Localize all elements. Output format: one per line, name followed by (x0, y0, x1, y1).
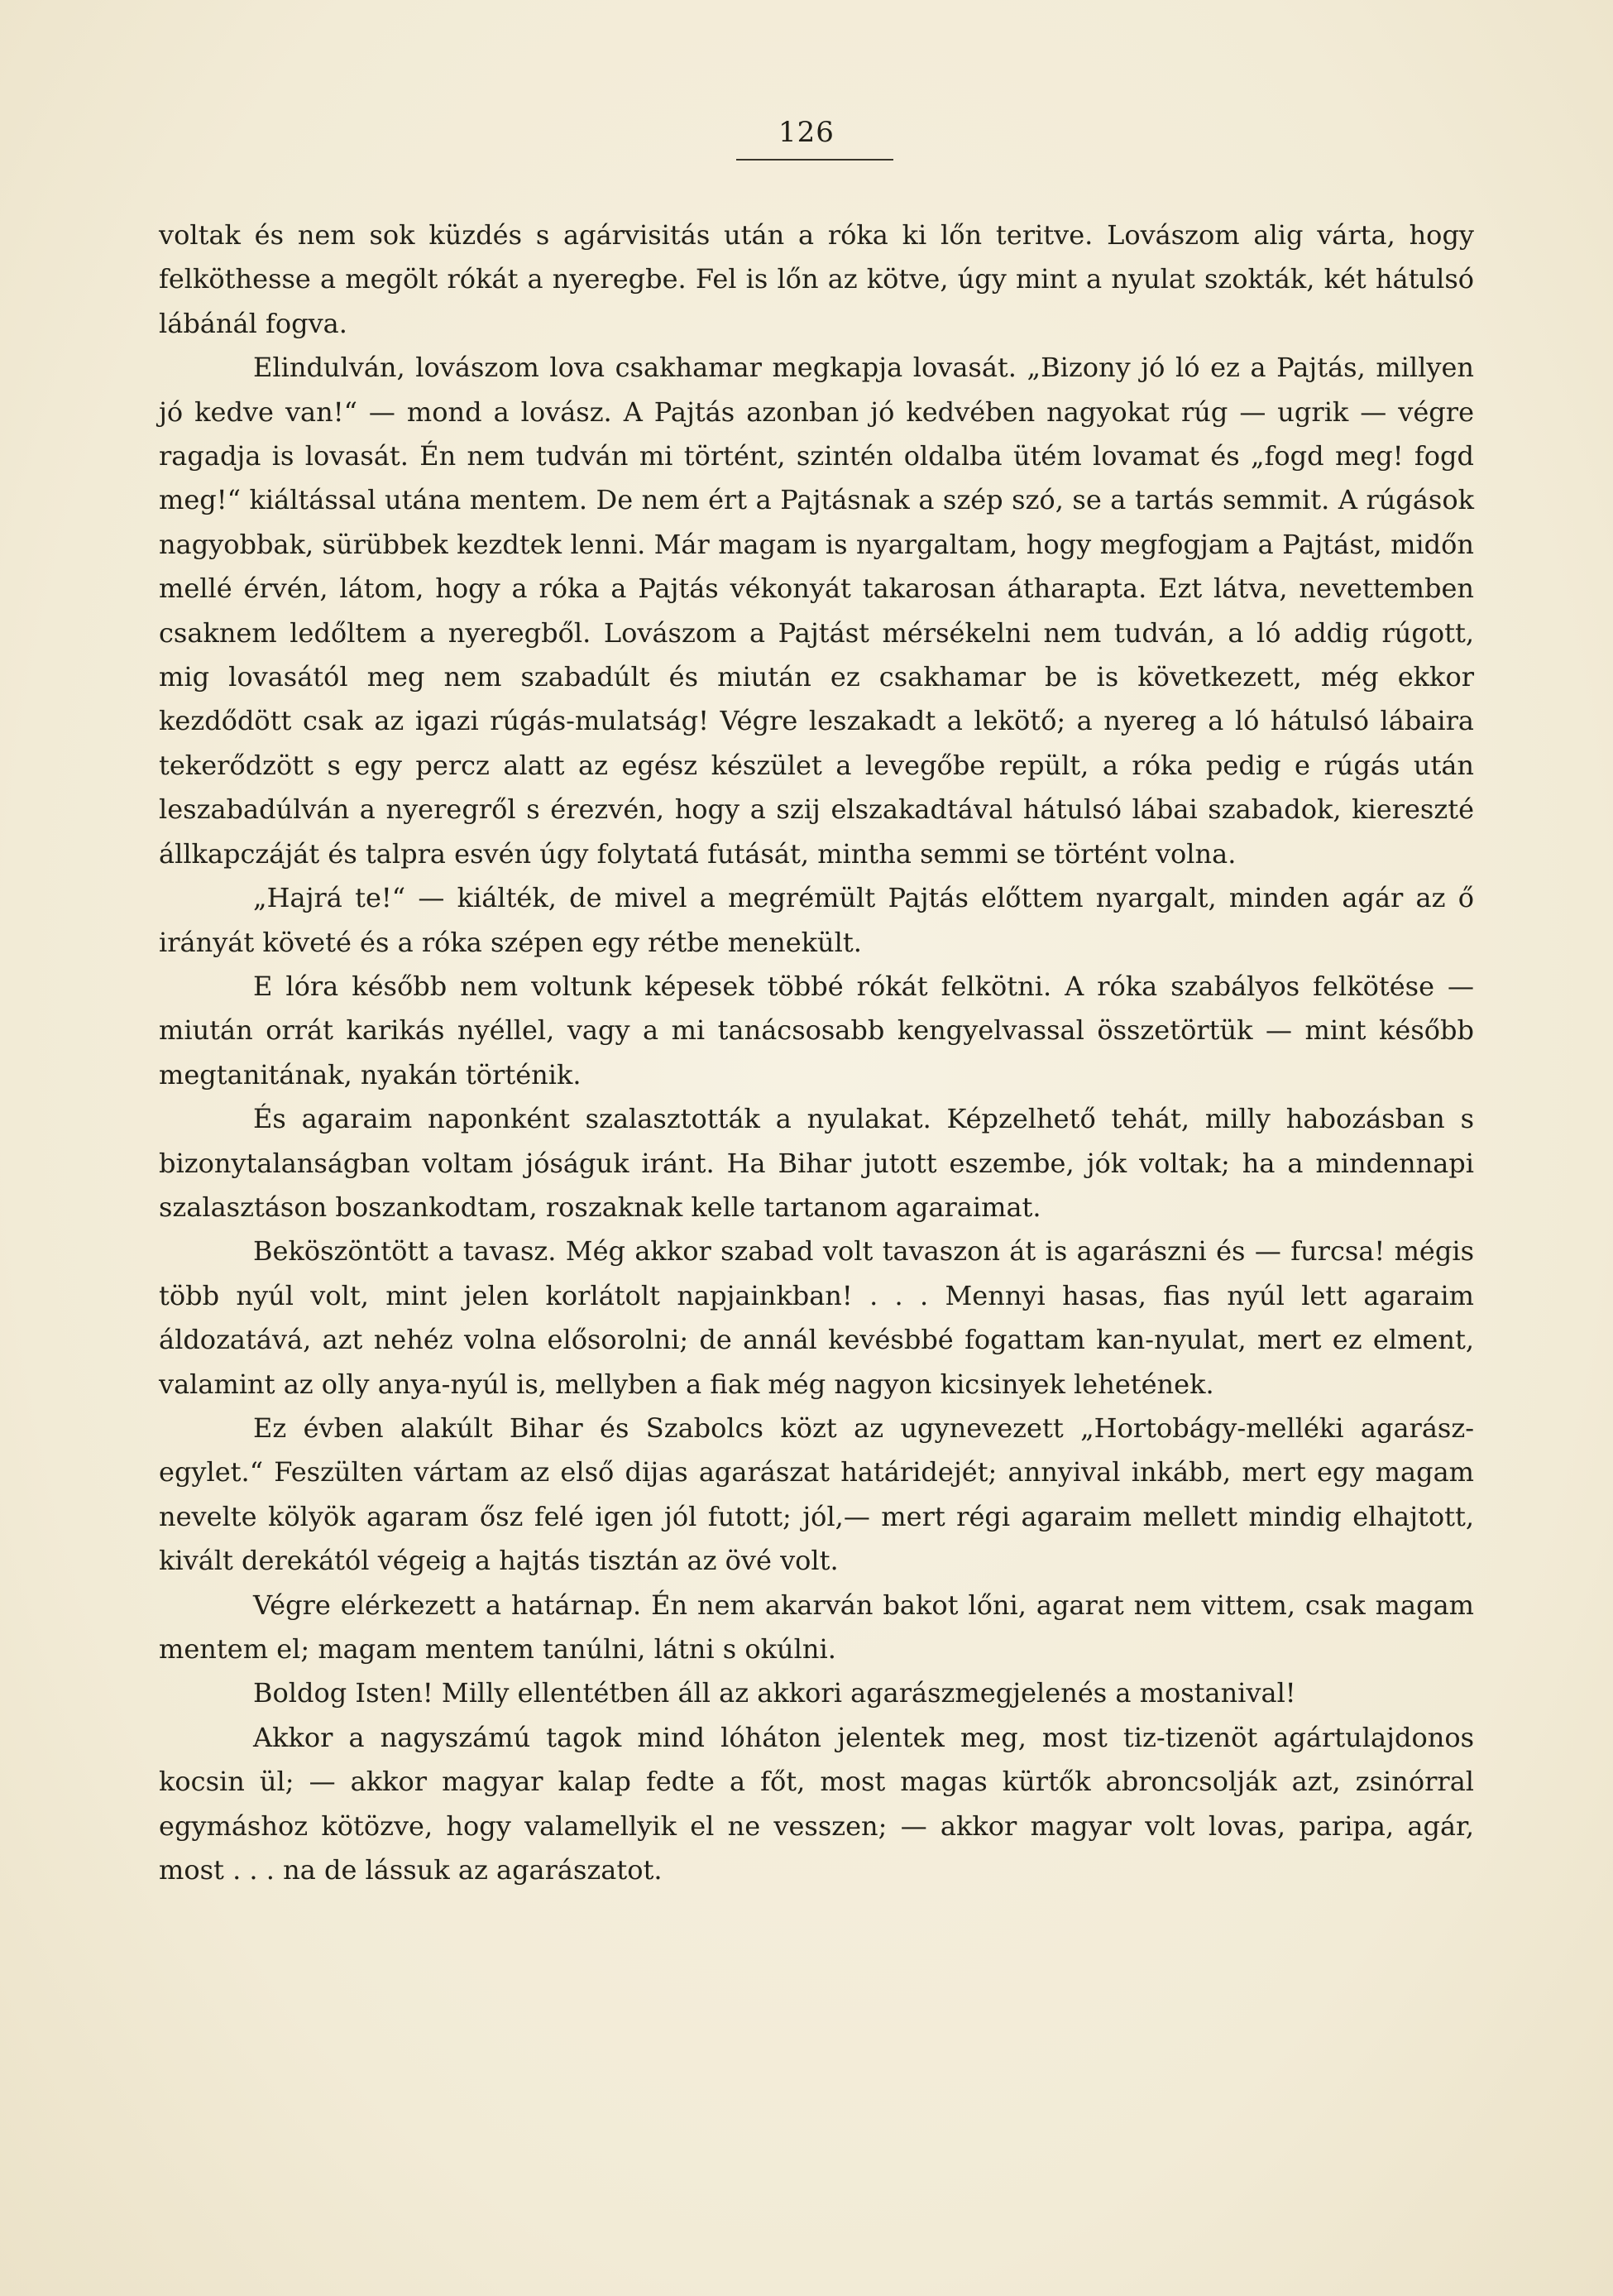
paragraph: voltak és nem sok küzdés s agárvisitás után a róka ki lőn teritve. Lovászom alig várta, hogy felköthesse a megölt rókát a nyeregbe. Fel is lőn az kötve, úgy mint a nyulat szokták, két hátulsó lábánál fogva. (159, 219, 1474, 339)
paragraph: Ez évben alakúlt Bihar és Szabolcs közt az ugynevezett „Hortobágy-melléki agarász-egylet.“ Feszülten vártam az első dijas agarászat határidejét; annyival inkább, mert egy magam nevelte kölyök agaram ősz felé igen jól futott; jól,— mert régi agaraim mellett mindig elhajtott, kivált derekától végeig a hajtás tisztán az övé volt. (159, 1412, 1474, 1577)
paragraph: Elindulván, lovászom lova csakhamar megkapja lovasát. „Bizony jó ló ez a Pajtás, millyen jó kedve van!“ — mond a lovász. A Pajtás azonban jó kedvében nagyokat rúg — ugrik — végre ragadja is lovasát. Én nem tudván mi történt, szintén oldalba ütém lovamat és „fogd meg! fogd meg!“ kiáltással utána mentem. De nem ért a Pajtásnak a szép szó, se a tartás semmit. A rúgások nagyobbak, sürübbek kezdtek lenni. Már magam is nyargaltam, hogy megfogjam a Pajtást, midőn mellé érvén, látom, hogy a róka a Pajtás vékonyát takarosan átharapta. Ezt látva, nevettemben csaknem ledőltem a nyeregből. Lovászom a Pajtást mérsékelni nem tudván, a ló addig rúgott, mig lovasától meg nem szabadúlt és miután ez csakhamar be is következett, még ekkor kezdődött csak az igazi rúgás-mulatság! Végre leszakadt a lekötő; a nyereg a ló hátulsó lábaira tekerődzött s egy percz alatt az egész készület a levegőbe repült, a róka pedig e rúgás után leszabadúlván a nyeregről s érezvén, hogy a szij elszakadtával hátulsó lábai szabadok, kiereszté állkapczáját és talpra esvén úgy folytatá futását, mintha semmi se történt volna. (159, 352, 1474, 870)
body-text (159, 213, 1474, 1892)
paragraph: Boldog Isten! Milly ellentétben áll az akkori agarászmegjelenés a mostanival! (253, 1677, 1296, 1709)
page-number: 126 (778, 116, 835, 149)
page-number-rule (736, 159, 893, 161)
paragraph: „Hajrá te!“ — kiálték, de mivel a megrémült Pajtás előttem nyargalt, minden agár az ő irányát követé és a róka szépen egy rétbe menekült. (159, 882, 1474, 958)
paragraph: És agaraim naponként szalasztották a nyulakat. Képzelhető tehát, milly habozásban s bizonytalanságban voltam jóságuk iránt. Ha Bihar jutott eszembe, jók voltak; ha a mindennapi szalasztáson boszankodtam, roszaknak kelle tartanom agaraimat. (159, 1103, 1474, 1223)
paragraph: Végre elérkezett a határnap. Én nem akarván bakot lőni, agarat nem vittem, csak magam mentem el; magam mentem tanúlni, látni s okúlni. (159, 1589, 1474, 1665)
paragraph: Beköszöntött a tavasz. Még akkor szabad volt tavaszon át is agarászni és — furcsa! mégis több nyúl volt, mint jelen korlátolt napjainkban! . . . Mennyi hasas, fias nyúl lett agaraim áldozatává, azt nehéz volna elősorolni; de annál kevésbbé fogattam kan-nyulat, mert ez elment, valamint az olly anya-nyúl is, mellyben a fiak még nagyon kicsinyek lehetének. (159, 1235, 1474, 1400)
paragraph: E lóra később nem voltunk képesek többé rókát felkötni. A róka szabályos felkötése — miután orrát karikás nyéllel, vagy a mi tanácsosabb kengyelvassal összetörtük — mint később megtanitának, nyakán történik. (159, 970, 1474, 1090)
paragraph: Akkor a nagyszámú tagok mind lóháton jelentek meg, most tiz-tizenöt agártulajdonos kocsin ül; — akkor magyar kalap fedte a főt, most magas kürtők abroncsolják azt, zsinórral egymáshoz kötözve, hogy valamellyik el ne vesszen; — akkor magyar volt lovas, paripa, agár, most . . . na de lássuk az agarászatot. (159, 1721, 1474, 1886)
